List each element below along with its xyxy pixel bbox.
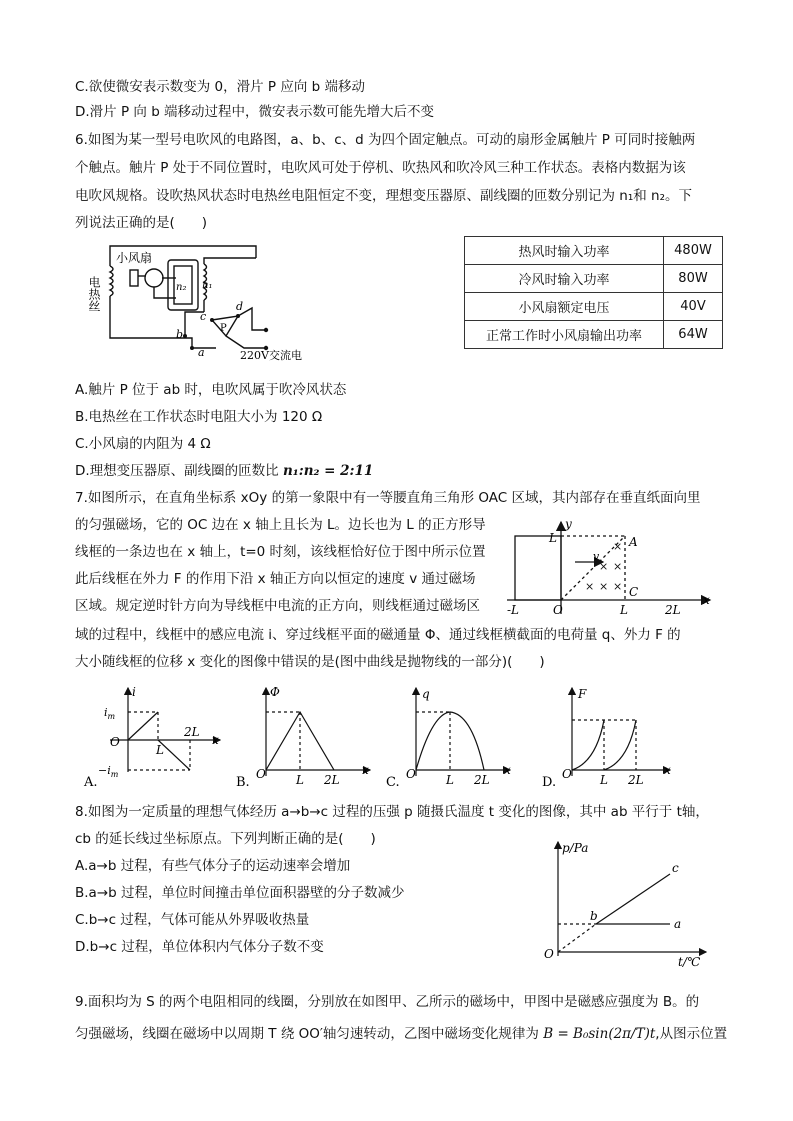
ac-source-label: 220V交流电 bbox=[240, 349, 302, 362]
q9-stem-line: 匀强磁场，线圈在磁场中以周期 T 绕 OO′轴匀速转动，乙图中磁场变化规律为 B = B₀sin(2π/T)t,从图示位置 bbox=[75, 1026, 728, 1042]
q7-answer-graphs bbox=[80, 682, 720, 792]
q6-option-d: D.理想变压器原、副线圈的匝数比 n₁:n₂ = 2:11 bbox=[75, 463, 374, 479]
svg-text:x: x bbox=[664, 763, 671, 777]
svg-text:L: L bbox=[600, 773, 608, 787]
q8-option-c: C.b→c 过程，气体可能从外界吸收热量 bbox=[75, 912, 310, 928]
svg-text:im: $i_m$ bbox=[104, 706, 116, 721]
svg-text:D.: D. bbox=[542, 775, 557, 790]
svg-text:L: L bbox=[156, 743, 164, 757]
q7-stem-line: 区域。规定逆时针方向为导线框中电流的正方向，则线框通过磁场区 bbox=[75, 598, 480, 614]
q6-option-b: B.电热丝在工作状态时电阻大小为 120 Ω bbox=[75, 409, 323, 425]
svg-text:C.: C. bbox=[386, 775, 400, 790]
contact-b-label: b bbox=[176, 328, 184, 341]
svg-text:x: x bbox=[504, 763, 511, 777]
q6-stem-line: 6.如图为某一型号电吹风的电路图，a、b、c、d 为四个固定触点。可动的扇形金属触片 P 可同时接触两 bbox=[75, 132, 696, 148]
svg-text:2L: 2L bbox=[628, 773, 644, 787]
q7-stem-line: 域的过程中，线框中的感应电流 i、穿过线框平面的磁通量 Φ、通过线框横截面的电荷量 q、外力 F 的 bbox=[75, 627, 681, 643]
q9-stem-line: 9.面积均为 S 的两个电阻相同的线圈，分别放在如图甲、乙所示的磁场中，甲图中是磁感应强度为 B。的 bbox=[75, 994, 700, 1010]
svg-text:O: O bbox=[256, 767, 266, 781]
q7-coordinate-figure bbox=[505, 518, 720, 618]
velocity-label: v bbox=[593, 550, 600, 563]
contact-d-label: d bbox=[236, 300, 244, 313]
fan-label: 小风扇 bbox=[116, 251, 153, 265]
heater-label: 电热丝 bbox=[87, 276, 101, 312]
svg-text:x: x bbox=[362, 763, 369, 777]
svg-text:O: O bbox=[562, 767, 572, 781]
field-formula: B = B₀sin(2π/T)t bbox=[543, 1026, 656, 1042]
q8-option-b: B.a→b 过程，单位时间撞击单位面积器壁的分子数减少 bbox=[75, 885, 405, 901]
q5-option-d: D.滑片 P 向 b 端移动过程中，微安表示数可能先增大后不变 bbox=[75, 104, 435, 120]
l-label: L bbox=[549, 531, 557, 545]
origin-label: O bbox=[553, 603, 563, 617]
table-row: 小风扇额定电压 40V bbox=[465, 293, 723, 321]
svg-text:2L: 2L bbox=[184, 725, 200, 739]
q7-stem-line: 线框的一条边也在 x 轴上，t=0 时刻，该线框恰好位于图中所示位置 bbox=[75, 544, 486, 560]
minus-l-label: -L bbox=[507, 603, 520, 617]
svg-text:×: × bbox=[613, 540, 623, 553]
svg-text:L: L bbox=[296, 773, 304, 787]
origin-label: O bbox=[544, 947, 554, 961]
q6-stem-line: 电吹风规格。设吹热风状态时电热丝电阻恒定不变，理想变压器原、副线圈的匝数分别记为 n₁和 n₂。下 bbox=[75, 188, 693, 204]
q8-stem-line: cb 的延长线过坐标原点。下列判断正确的是( ) bbox=[75, 831, 376, 847]
contact-c-label: c bbox=[200, 310, 207, 323]
q6-option-a: A.触片 P 位于 ab 时，电吹风属于吹冷风状态 bbox=[75, 382, 347, 398]
svg-text:2L: 2L bbox=[324, 773, 340, 787]
svg-text:×: × bbox=[585, 580, 595, 593]
axis-t-label: t/℃ bbox=[678, 955, 701, 969]
svg-text:O: O bbox=[406, 767, 416, 781]
point-c-label: C bbox=[629, 585, 639, 599]
svg-text:q: q bbox=[422, 687, 430, 701]
l-tick-label: L bbox=[620, 603, 628, 617]
q6-stem-line: 个触点。触片 P 处于不同位置时，电吹风可处于停机、吹热风和吹冷风三种工作状态。表格内数据为该 bbox=[75, 160, 686, 176]
contact-a-label: a bbox=[198, 346, 205, 359]
q8-option-a: A.a→b 过程，有些气体分子的运动速率会增加 bbox=[75, 858, 351, 874]
hair-dryer-circuit bbox=[87, 238, 330, 362]
q6-stem-line: 列说法正确的是( ) bbox=[75, 215, 208, 231]
axis-y-label: y bbox=[565, 517, 572, 531]
q7-stem-line: 大小随线框的位移 x 变化的图像中错误的是(图中曲线是抛物线的一部分)( ) bbox=[75, 654, 545, 670]
svg-text:×: × bbox=[613, 560, 623, 573]
point-b-label: b bbox=[590, 909, 598, 923]
q5-option-c: C.欲使微安表示数变为 0，滑片 P 应向 b 端移动 bbox=[75, 79, 365, 95]
q7-stem-line: 此后线框在外力 F 的作用下沿 x 轴正方向以恒定的速度 v 通过磁场 bbox=[75, 571, 476, 587]
svg-text:Φ: Φ bbox=[270, 685, 280, 699]
svg-text:×: × bbox=[613, 580, 623, 593]
spec-table bbox=[464, 236, 723, 349]
two-l-label: 2L bbox=[665, 603, 681, 617]
svg-text:A.: A. bbox=[84, 775, 98, 790]
svg-text:B.: B. bbox=[236, 775, 250, 790]
svg-text:i: i bbox=[132, 685, 136, 699]
point-a-label: A bbox=[629, 535, 638, 549]
point-a-label: a bbox=[674, 917, 682, 931]
n1-label: n₁ bbox=[202, 280, 213, 291]
axis-p-label: p/Pa bbox=[562, 841, 589, 855]
contact-p-label: P bbox=[220, 323, 227, 334]
turns-ratio: n₁:n₂ = 2:11 bbox=[282, 463, 374, 479]
svg-text:2L: 2L bbox=[474, 773, 490, 787]
n2-label: n₂ bbox=[176, 282, 187, 293]
graph-c bbox=[386, 687, 511, 790]
svg-text:−im: $-i_m$ bbox=[98, 764, 119, 779]
q7-stem-line: 的匀强磁场，它的 OC 边在 x 轴上且长为 L。边长也为 L 的正方形导 bbox=[75, 517, 486, 533]
table-row: 正常工作时小风扇输出功率 64W bbox=[465, 321, 723, 349]
graph-a bbox=[83, 685, 220, 790]
svg-text:x: x bbox=[212, 733, 219, 747]
q7-stem-line: 7.如图所示，在直角坐标系 xOy 的第一象限中有一等腰直角三角形 OAC 区域，其内部存在垂直纸面向里 bbox=[75, 490, 701, 506]
svg-text:×: × bbox=[599, 580, 609, 593]
point-c-label: c bbox=[672, 861, 679, 875]
q6-option-c: C.小风扇的内阻为 4 Ω bbox=[75, 436, 211, 452]
q8-stem-line: 8.如图为一定质量的理想气体经历 a→b→c 过程的压强 p 随摄氏温度 t 变化的图像，其中 ab 平行于 t轴， bbox=[75, 804, 709, 820]
svg-text:F: F bbox=[578, 687, 587, 701]
table-row: 热风时输入功率 480W bbox=[465, 237, 723, 265]
q8-pressure-temperature-graph bbox=[538, 838, 716, 972]
svg-text:L: L bbox=[446, 773, 454, 787]
table-row: 冷风时输入功率 80W bbox=[465, 265, 723, 293]
graph-b bbox=[236, 685, 370, 790]
graph-d bbox=[542, 687, 671, 790]
svg-text:O: O bbox=[110, 735, 120, 749]
svg-text:×: × bbox=[599, 560, 609, 573]
q8-option-d: D.b→c 过程，单位体积内气体分子数不变 bbox=[75, 939, 324, 955]
axis-x-label: x bbox=[703, 593, 710, 607]
magnetic-field-crosses bbox=[585, 540, 622, 593]
